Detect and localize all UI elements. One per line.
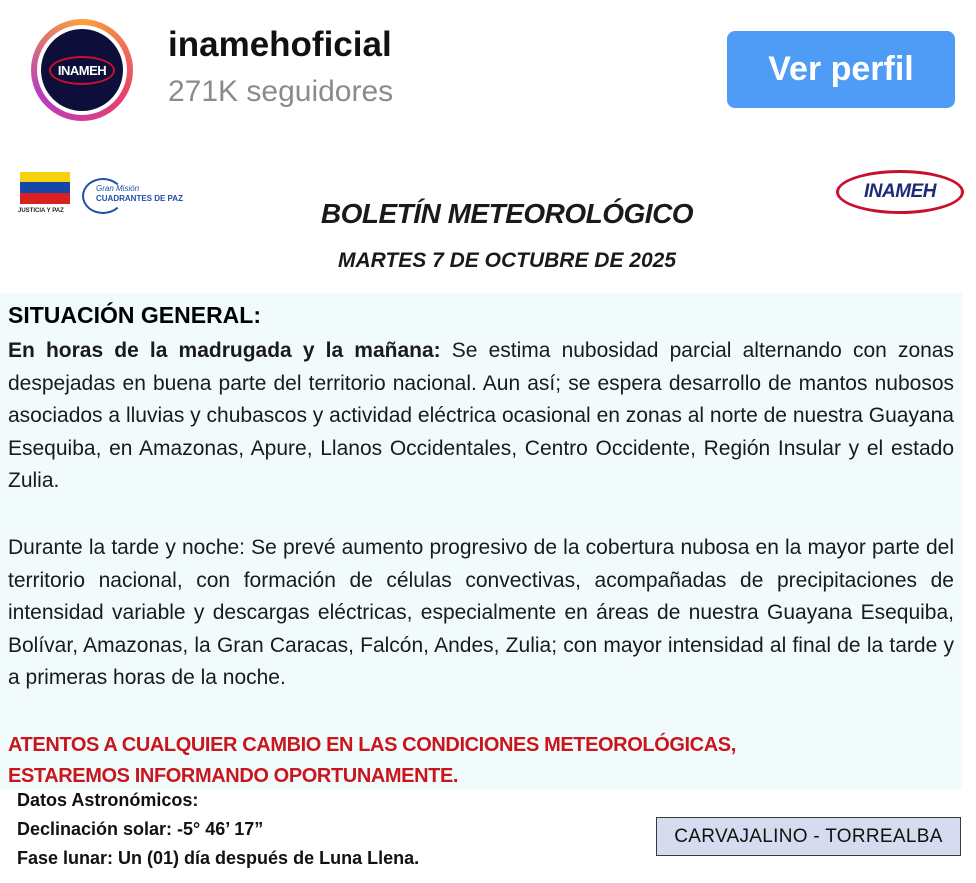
- astro-heading: Datos Astronómicos:: [17, 790, 199, 810]
- avatar[interactable]: [31, 19, 133, 121]
- morning-text: Se estima nubosidad parcial alternando con zonas despejadas en buena parte del territorio nacional. Aun así; se espera desarrollo de mantos nubosos asociados a lluvias y chubascos y actividad eléctrica ocasional en zonas al norte de nuestra Guayana Esequiba, en Amazonas, Apure, Llanos Occidentales, Centro Occidente, Región Insular y el estado Zulia.: [8, 339, 954, 492]
- lunar-phase: Fase lunar: Un (01) día después de Luna Llena.: [17, 848, 420, 868]
- astronomical-data: [17, 786, 419, 873]
- bulletin-image[interactable]: [0, 150, 976, 883]
- situacion-heading: SITUACIÓN GENERAL:: [8, 302, 261, 328]
- morning-lead: En horas de la madrugada y la mañana:: [8, 339, 441, 362]
- avatar-logo-text: INAMEH: [49, 56, 115, 85]
- avatar-image: [41, 29, 123, 111]
- gran-mision-big-text: CUADRANTES DE PAZ: [96, 194, 183, 203]
- inameh-logo-text: INAMEH: [864, 181, 936, 202]
- gran-mision-small-text: Gran Misión: [96, 184, 140, 193]
- warning-line-2: ESTAREMOS INFORMANDO OPORTUNAMENTE.: [8, 765, 459, 787]
- username[interactable]: inamehoficial: [168, 25, 392, 64]
- profile-header: [0, 0, 976, 150]
- bulletin-title: BOLETÍN METEOROLÓGICO: [320, 198, 694, 229]
- view-profile-button[interactable]: Ver perfil: [727, 31, 955, 108]
- afternoon-paragraph: Durante la tarde y noche: Se prevé aumento progresivo de la cobertura nubosa en la mayor parte del territorio nacional, con formación de células convectivas, acompañadas de precipitaciones de intensidad variable y descargas eléctricas, especialmente en áreas de nuestra Guayana Esequiba, Bolívar, Amazonas, la Gran Caracas, Falcón, Andes, Zulia; con mayor intensidad al final de la tarde y a primeras horas de la noche.: [8, 536, 954, 689]
- avatar-frame: [37, 25, 127, 115]
- justicia-y-paz-caption: JUSTICIA Y PAZ: [18, 208, 64, 214]
- bulletin-date: MARTES 7 DE OCTUBRE DE 2025: [337, 249, 677, 272]
- signature-box: CARVAJALINO - TORREALBA: [656, 817, 961, 856]
- warning-line-1: ATENTOS A CUALQUIER CAMBIO EN LAS CONDICIONES METEOROLÓGICAS,: [8, 734, 736, 756]
- morning-paragraph: [8, 335, 954, 498]
- bulletin-content: [0, 293, 962, 790]
- warning-text: [8, 730, 736, 792]
- follower-count: 271K seguidores: [168, 75, 394, 108]
- solar-declination: Declinación solar: -5° 46’ 17”: [17, 819, 264, 839]
